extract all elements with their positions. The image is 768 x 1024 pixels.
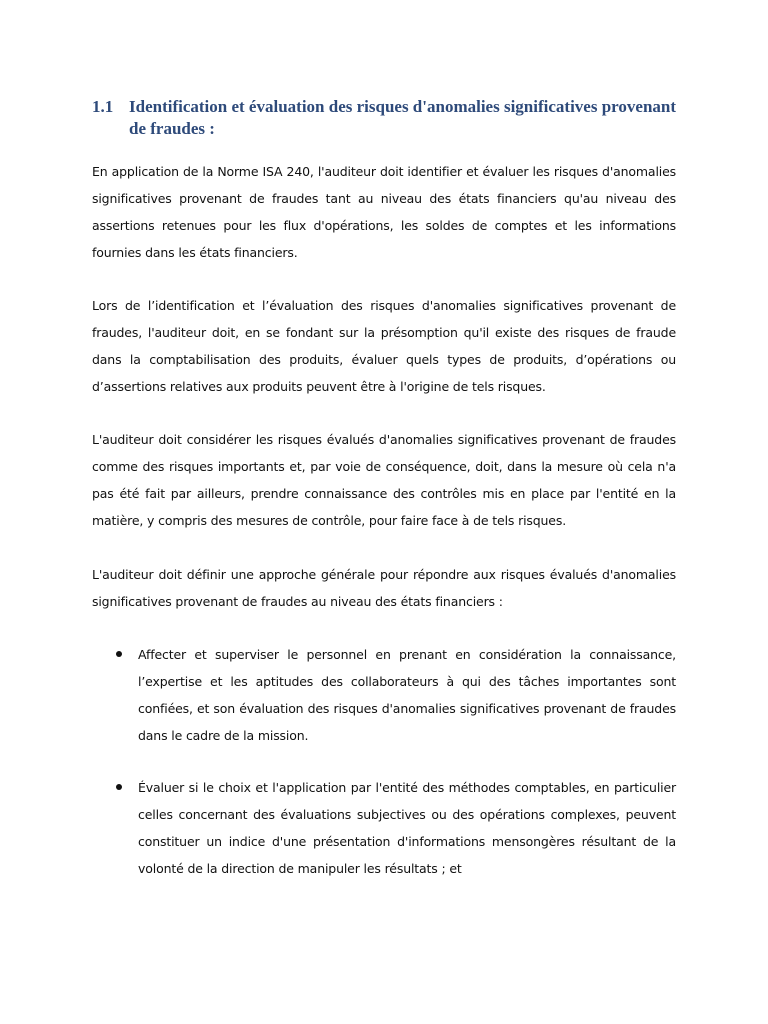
paragraph-2: Lors de l’identification et l’évaluation des risques d'anomalies significatives provenant de fraudes, l'auditeur doit, en se fondant sur la présomption qu'il existe des risques de fraude dans la comptabilisation des produits, évaluer quels types de produits, d’opérations ou d’assertions relatives aux produits peuvent être à l'origine de tels risques. [92,298,676,394]
paragraph-4: L'auditeur doit définir une approche générale pour répondre aux risques évalués d'anomalies significatives provenant de fraudes au niveau des états financiers : [92,567,676,609]
bullet-text: Affecter et superviser le personnel en prenant en considération la connaissance, l’expertise et les aptitudes des collaborateurs à qui des tâches importantes sont confiées, et son évaluation des risques d'anomalies significatives provenant de fraudes dans le cadre de la mission. [138,647,676,743]
bullet-point-icon [116,651,122,657]
bullet-text: Évaluer si le choix et l'application par l'entité des méthodes comptables, en particulier celles concernant des évaluations subjectives ou des opérations complexes, peuvent constituer un indice d'une présentation d'informations mensongères résultant de la volonté de la direction de manipuler les résultats ; et [138,780,676,876]
bullet-point-icon [116,784,122,790]
section-title: Identification et évaluation des risques d'anomalies significatives provenant de fraudes : [129,97,677,138]
paragraph-1: En application de la Norme ISA 240, l'auditeur doit identifier et évaluer les risques d'anomalies significatives provenant de fraudes tant au niveau des états financiers qu'au niveau des assertions retenues pour les flux d'opérations, les soldes de comptes et les informations fournies dans les états financiers. [92,164,676,260]
section-heading [92,96,692,140]
paragraph-3: L'auditeur doit considérer les risques évalués d'anomalies significatives provenant de fraudes comme des risques importants et, par voie de conséquence, doit, dans la mesure où cela n'a pas été fait par ailleurs, prendre connaissance des contrôles mis en place par l'entité en la matière, y compris des mesures de contrôle, pour faire face à de tels risques. [92,432,676,528]
section-number: 1.1 [92,97,114,116]
